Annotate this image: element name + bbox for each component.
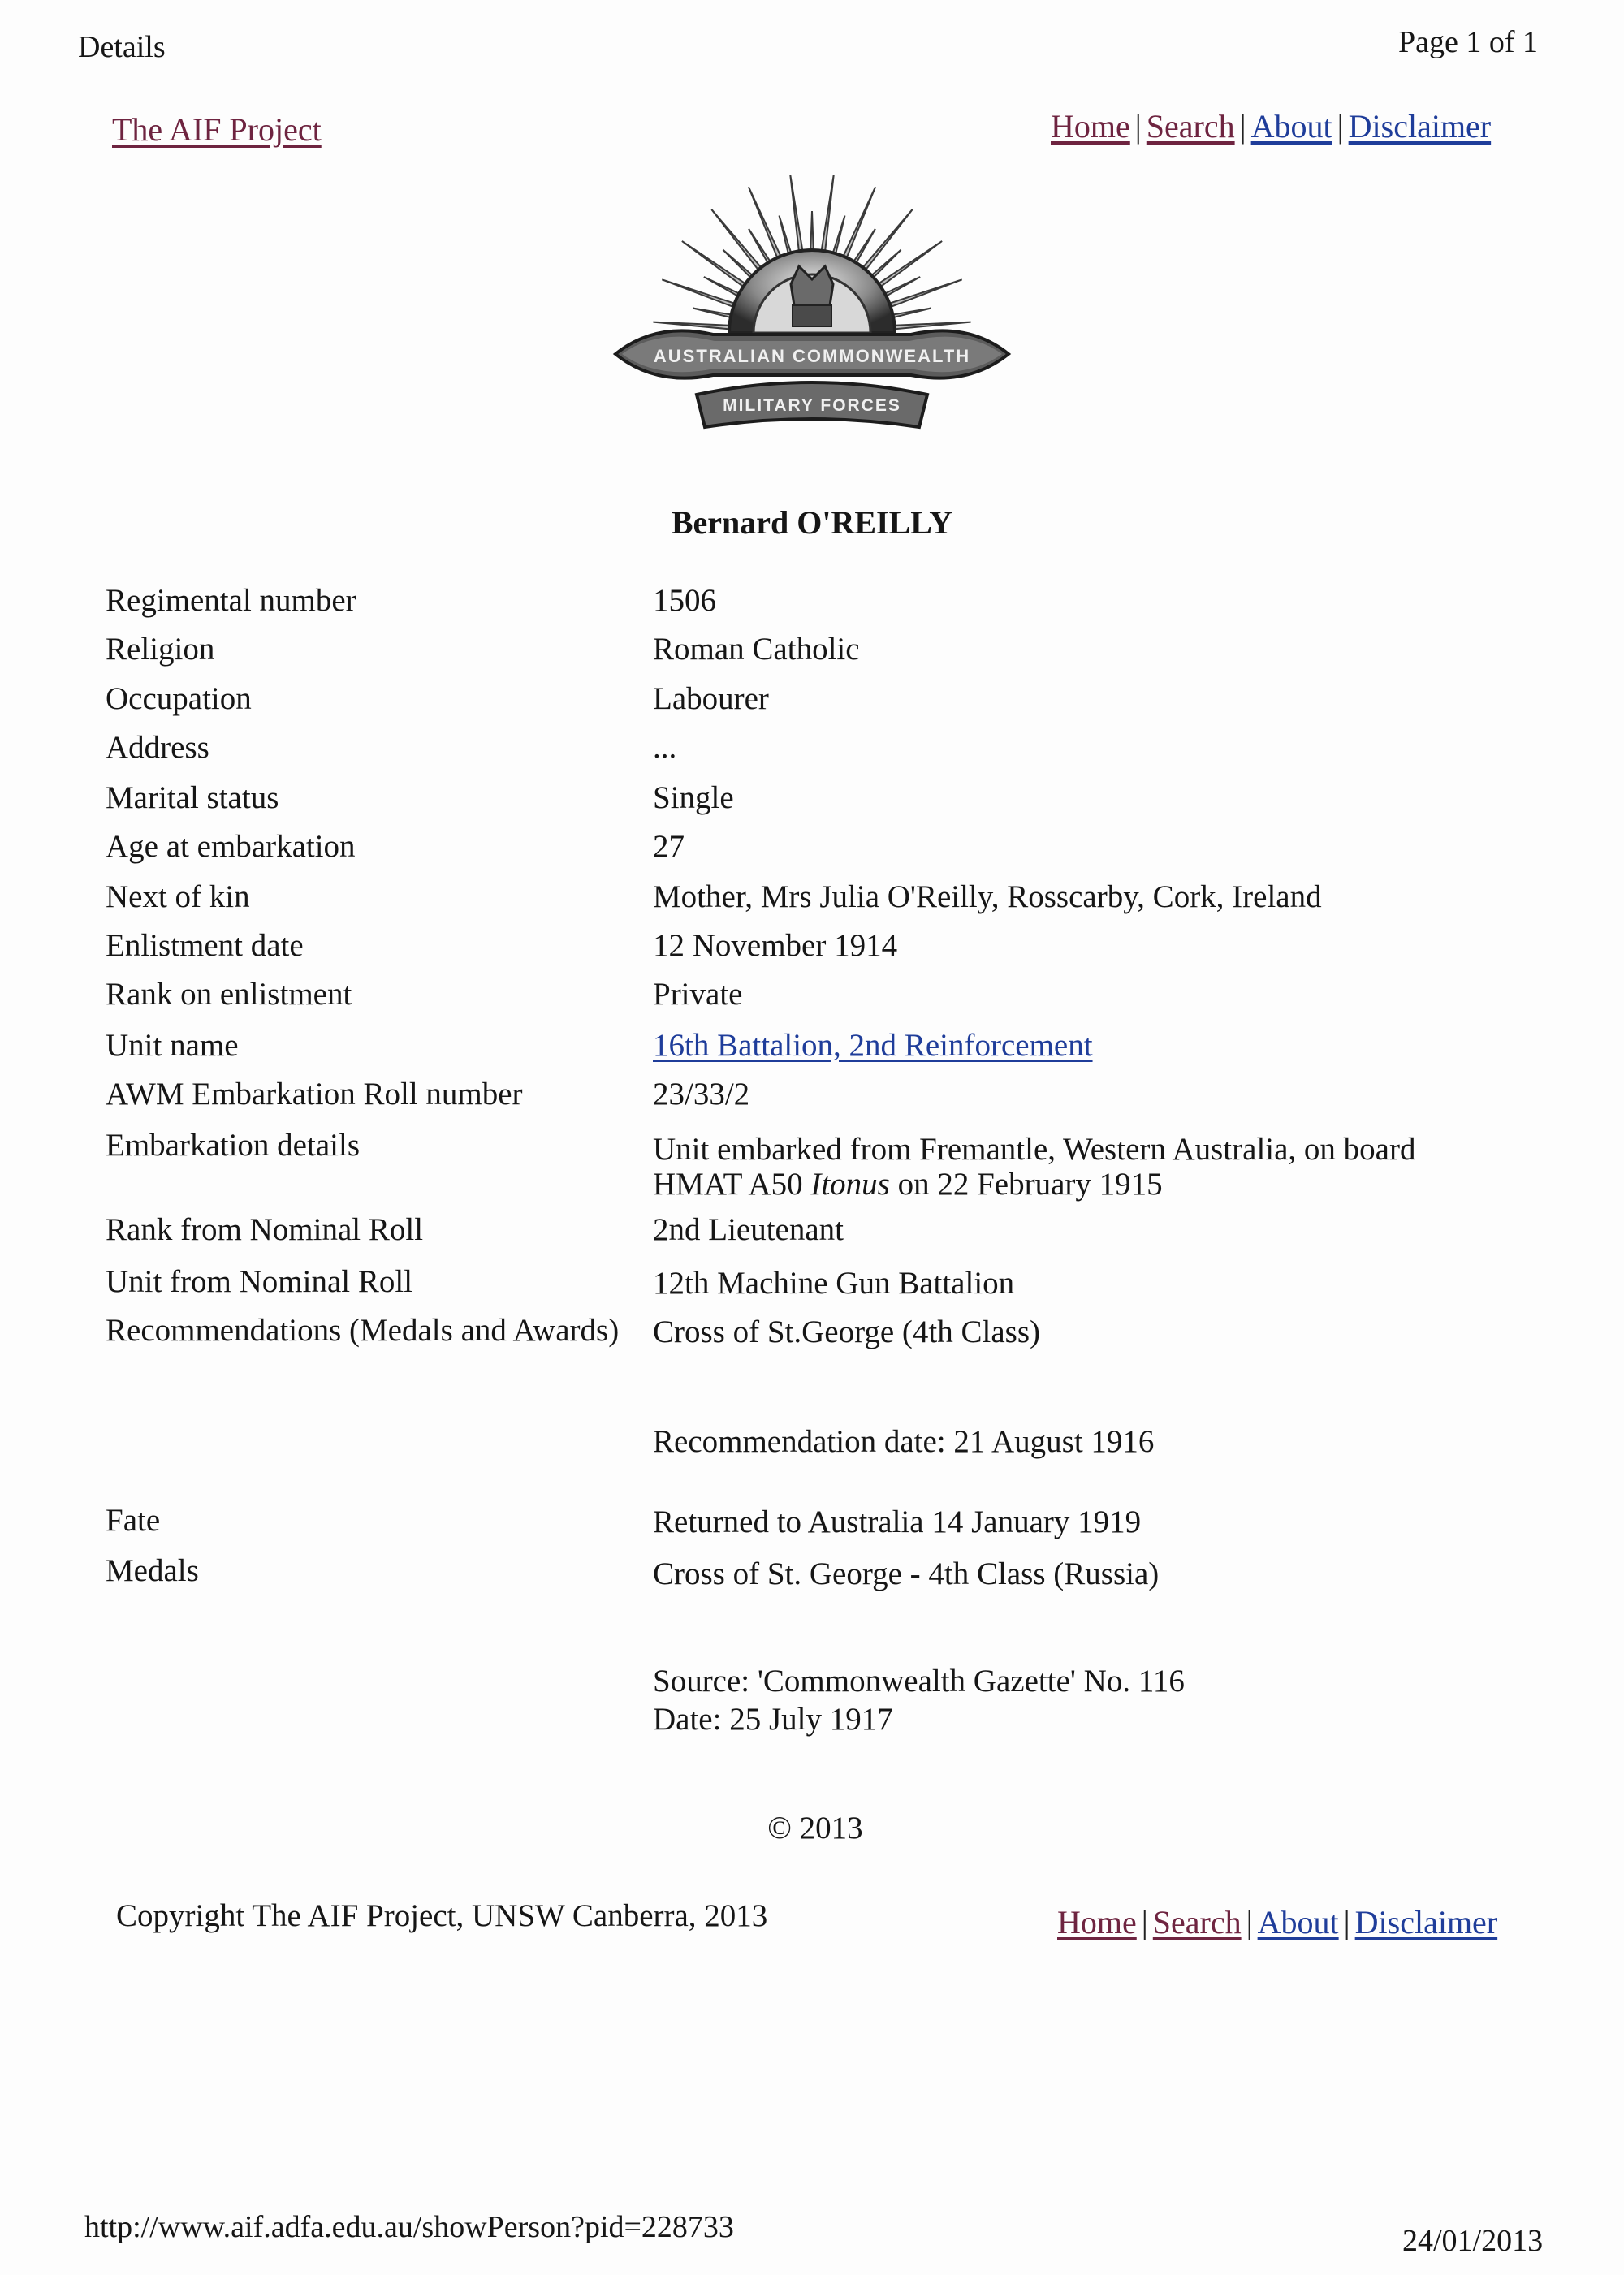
value-enlistment-date: 12 November 1914	[653, 928, 898, 963]
label-occupation: Occupation	[106, 681, 252, 716]
label-next-of-kin: Next of kin	[106, 879, 250, 914]
bottom-nav-home-link[interactable]: Home	[1057, 1904, 1137, 1940]
value-regimental-number: 1506	[653, 583, 716, 618]
badge-scroll-text: AUSTRALIAN COMMONWEALTH	[653, 346, 971, 366]
label-fate: Fate	[106, 1503, 161, 1538]
value-age-at-embarkation: 27	[653, 829, 685, 864]
label-embarkation-details: Embarkation details	[106, 1128, 360, 1163]
value-rank-on-enlistment: Private	[653, 977, 743, 1012]
print-footer-date: 24/01/2013	[1402, 2224, 1544, 2258]
label-age-at-embarkation: Age at embarkation	[106, 829, 356, 864]
label-awm-roll-number: AWM Embarkation Roll number	[106, 1077, 523, 1112]
value-medals-date: Date: 25 July 1917	[653, 1702, 893, 1737]
embarkation-date: on 22 February 1915	[889, 1167, 1163, 1202]
nav-separator: |	[1343, 1904, 1350, 1940]
value-awm-roll-number: 23/33/2	[653, 1077, 750, 1112]
label-unit-name: Unit name	[106, 1028, 239, 1063]
value-religion: Roman Catholic	[653, 632, 860, 667]
value-recommendations: Cross of St.George (4th Class)	[653, 1314, 1041, 1349]
label-enlistment-date: Enlistment date	[106, 928, 304, 963]
bottom-nav-about-link[interactable]: About	[1257, 1904, 1339, 1940]
badge-lower-text: MILITARY FORCES	[723, 396, 901, 415]
label-rank-nominal-roll: Rank from Nominal Roll	[106, 1212, 424, 1247]
value-fate: Returned to Australia 14 January 1919	[653, 1504, 1142, 1539]
top-nav	[1051, 107, 1491, 145]
rising-sun-badge-icon	[607, 162, 1017, 451]
value-marital-status: Single	[653, 780, 734, 815]
print-footer-url: http://www.aif.adfa.edu.au/showPerson?pid=228733	[84, 2210, 734, 2244]
value-occupation: Labourer	[653, 681, 769, 716]
label-unit-nominal-roll: Unit from Nominal Roll	[106, 1264, 413, 1299]
bottom-nav-disclaimer-link[interactable]: Disclaimer	[1354, 1904, 1498, 1940]
value-embarkation-line1: Unit embarked from Fremantle, Western Australia, on board	[653, 1132, 1416, 1167]
value-next-of-kin: Mother, Mrs Julia O'Reilly, Rosscarby, Cork, Ireland	[653, 879, 1322, 914]
value-unit-nominal-roll: 12th Machine Gun Battalion	[653, 1266, 1015, 1301]
label-rank-on-enlistment: Rank on enlistment	[106, 977, 352, 1012]
nav-separator: |	[1246, 1904, 1253, 1940]
bottom-nav-search-link[interactable]: Search	[1152, 1904, 1242, 1940]
nav-disclaimer-link[interactable]: Disclaimer	[1348, 108, 1492, 145]
nav-separator: |	[1134, 108, 1142, 145]
label-medals: Medals	[106, 1553, 199, 1588]
label-regimental-number: Regimental number	[106, 583, 356, 618]
value-medals-source: Source: 'Commonwealth Gazette' No. 116	[653, 1664, 1185, 1699]
value-embarkation-line2	[653, 1167, 1163, 1202]
value-address: ...	[653, 730, 677, 765]
person-name: Bernard O'REILLY	[671, 504, 953, 541]
copyright-year: © 2013	[767, 1811, 863, 1845]
value-recommendation-date: Recommendation date: 21 August 1916	[653, 1424, 1155, 1459]
nav-search-link[interactable]: Search	[1146, 108, 1235, 145]
label-address: Address	[106, 730, 209, 765]
unit-name-link[interactable]: 16th Battalion, 2nd Reinforcement	[653, 1028, 1093, 1063]
embarkation-ship-name: Itonus	[810, 1167, 890, 1202]
print-header-title: Details	[78, 30, 166, 64]
footer-copyright: Copyright The AIF Project, UNSW Canberra, 2013	[116, 1898, 768, 1933]
label-marital-status: Marital status	[106, 780, 279, 815]
value-rank-nominal-roll: 2nd Lieutenant	[653, 1212, 844, 1247]
nav-separator: |	[1141, 1904, 1148, 1940]
site-home-link[interactable]: The AIF Project	[112, 111, 322, 148]
label-religion: Religion	[106, 632, 215, 667]
bottom-nav	[1057, 1903, 1497, 1941]
nav-separator: |	[1337, 108, 1344, 145]
print-page-number: Page 1 of 1	[1398, 25, 1539, 59]
value-medals: Cross of St. George - 4th Class (Russia)	[653, 1556, 1160, 1591]
embarkation-ship-prefix: HMAT A50	[653, 1167, 811, 1202]
label-recommendations: Recommendations (Medals and Awards)	[106, 1313, 620, 1348]
nav-separator: |	[1239, 108, 1246, 145]
nav-home-link[interactable]: Home	[1051, 108, 1130, 145]
nav-about-link[interactable]: About	[1250, 108, 1332, 145]
